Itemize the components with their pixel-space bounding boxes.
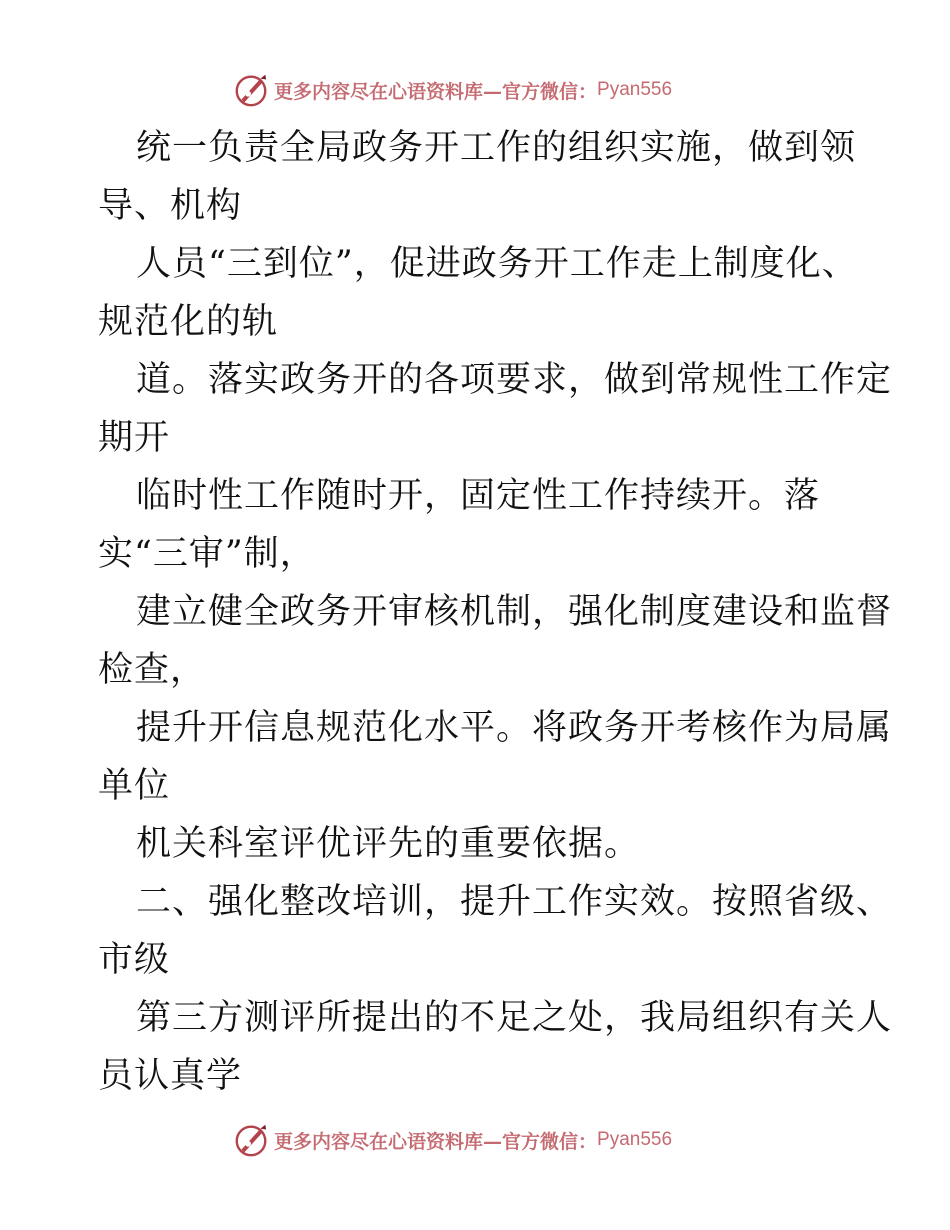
body-line: 建立健全政务开审核机制，强化制度建设和监督 [136,592,893,632]
body-line: 二、强化整改培训，提升工作实效。按照省级、 [136,882,893,922]
body-line: 临时性工作随时开，固定性工作持续开。落 [136,476,821,516]
header-banner [232,70,672,110]
body-line: 提升开信息规范化水平。将政务开考核作为局属 [136,708,893,748]
body-line: 道。落实政务开的各项要求，做到常规性工作定 [136,360,893,400]
header-banner-text: 更多内容尽在心语资料库—官方微信： [274,80,598,103]
footer-banner [232,1120,672,1160]
body-line: 市级 [98,940,171,980]
body-line: 第三方测评所提出的不足之处，我局组织有关人 [136,998,893,1038]
pen-logo-icon [232,1121,270,1159]
footer-banner-text: 更多内容尽在心语资料库—官方微信： [274,1130,598,1153]
body-line: 导、机构 [98,186,243,226]
body-line: 机关科室评优评先的重要依据。 [136,824,641,864]
body-line: 人员“三到位”，促进政务开工作走上制度化、 [136,244,858,284]
body-line: 单位 [98,766,171,806]
body-line: 员认真学 [98,1056,243,1096]
header-banner-id: Pyan556 [597,79,673,100]
body-line: 统一负责全局政务开工作的组织实施，做到领 [136,128,857,168]
body-line: 期开 [98,418,171,458]
body-line: 实“三审”制， [98,534,316,574]
body-line: 检查， [98,650,207,690]
body-line: 规范化的轨 [98,302,279,342]
pen-logo-icon [232,71,270,109]
footer-banner-id: Pyan556 [597,1129,673,1150]
